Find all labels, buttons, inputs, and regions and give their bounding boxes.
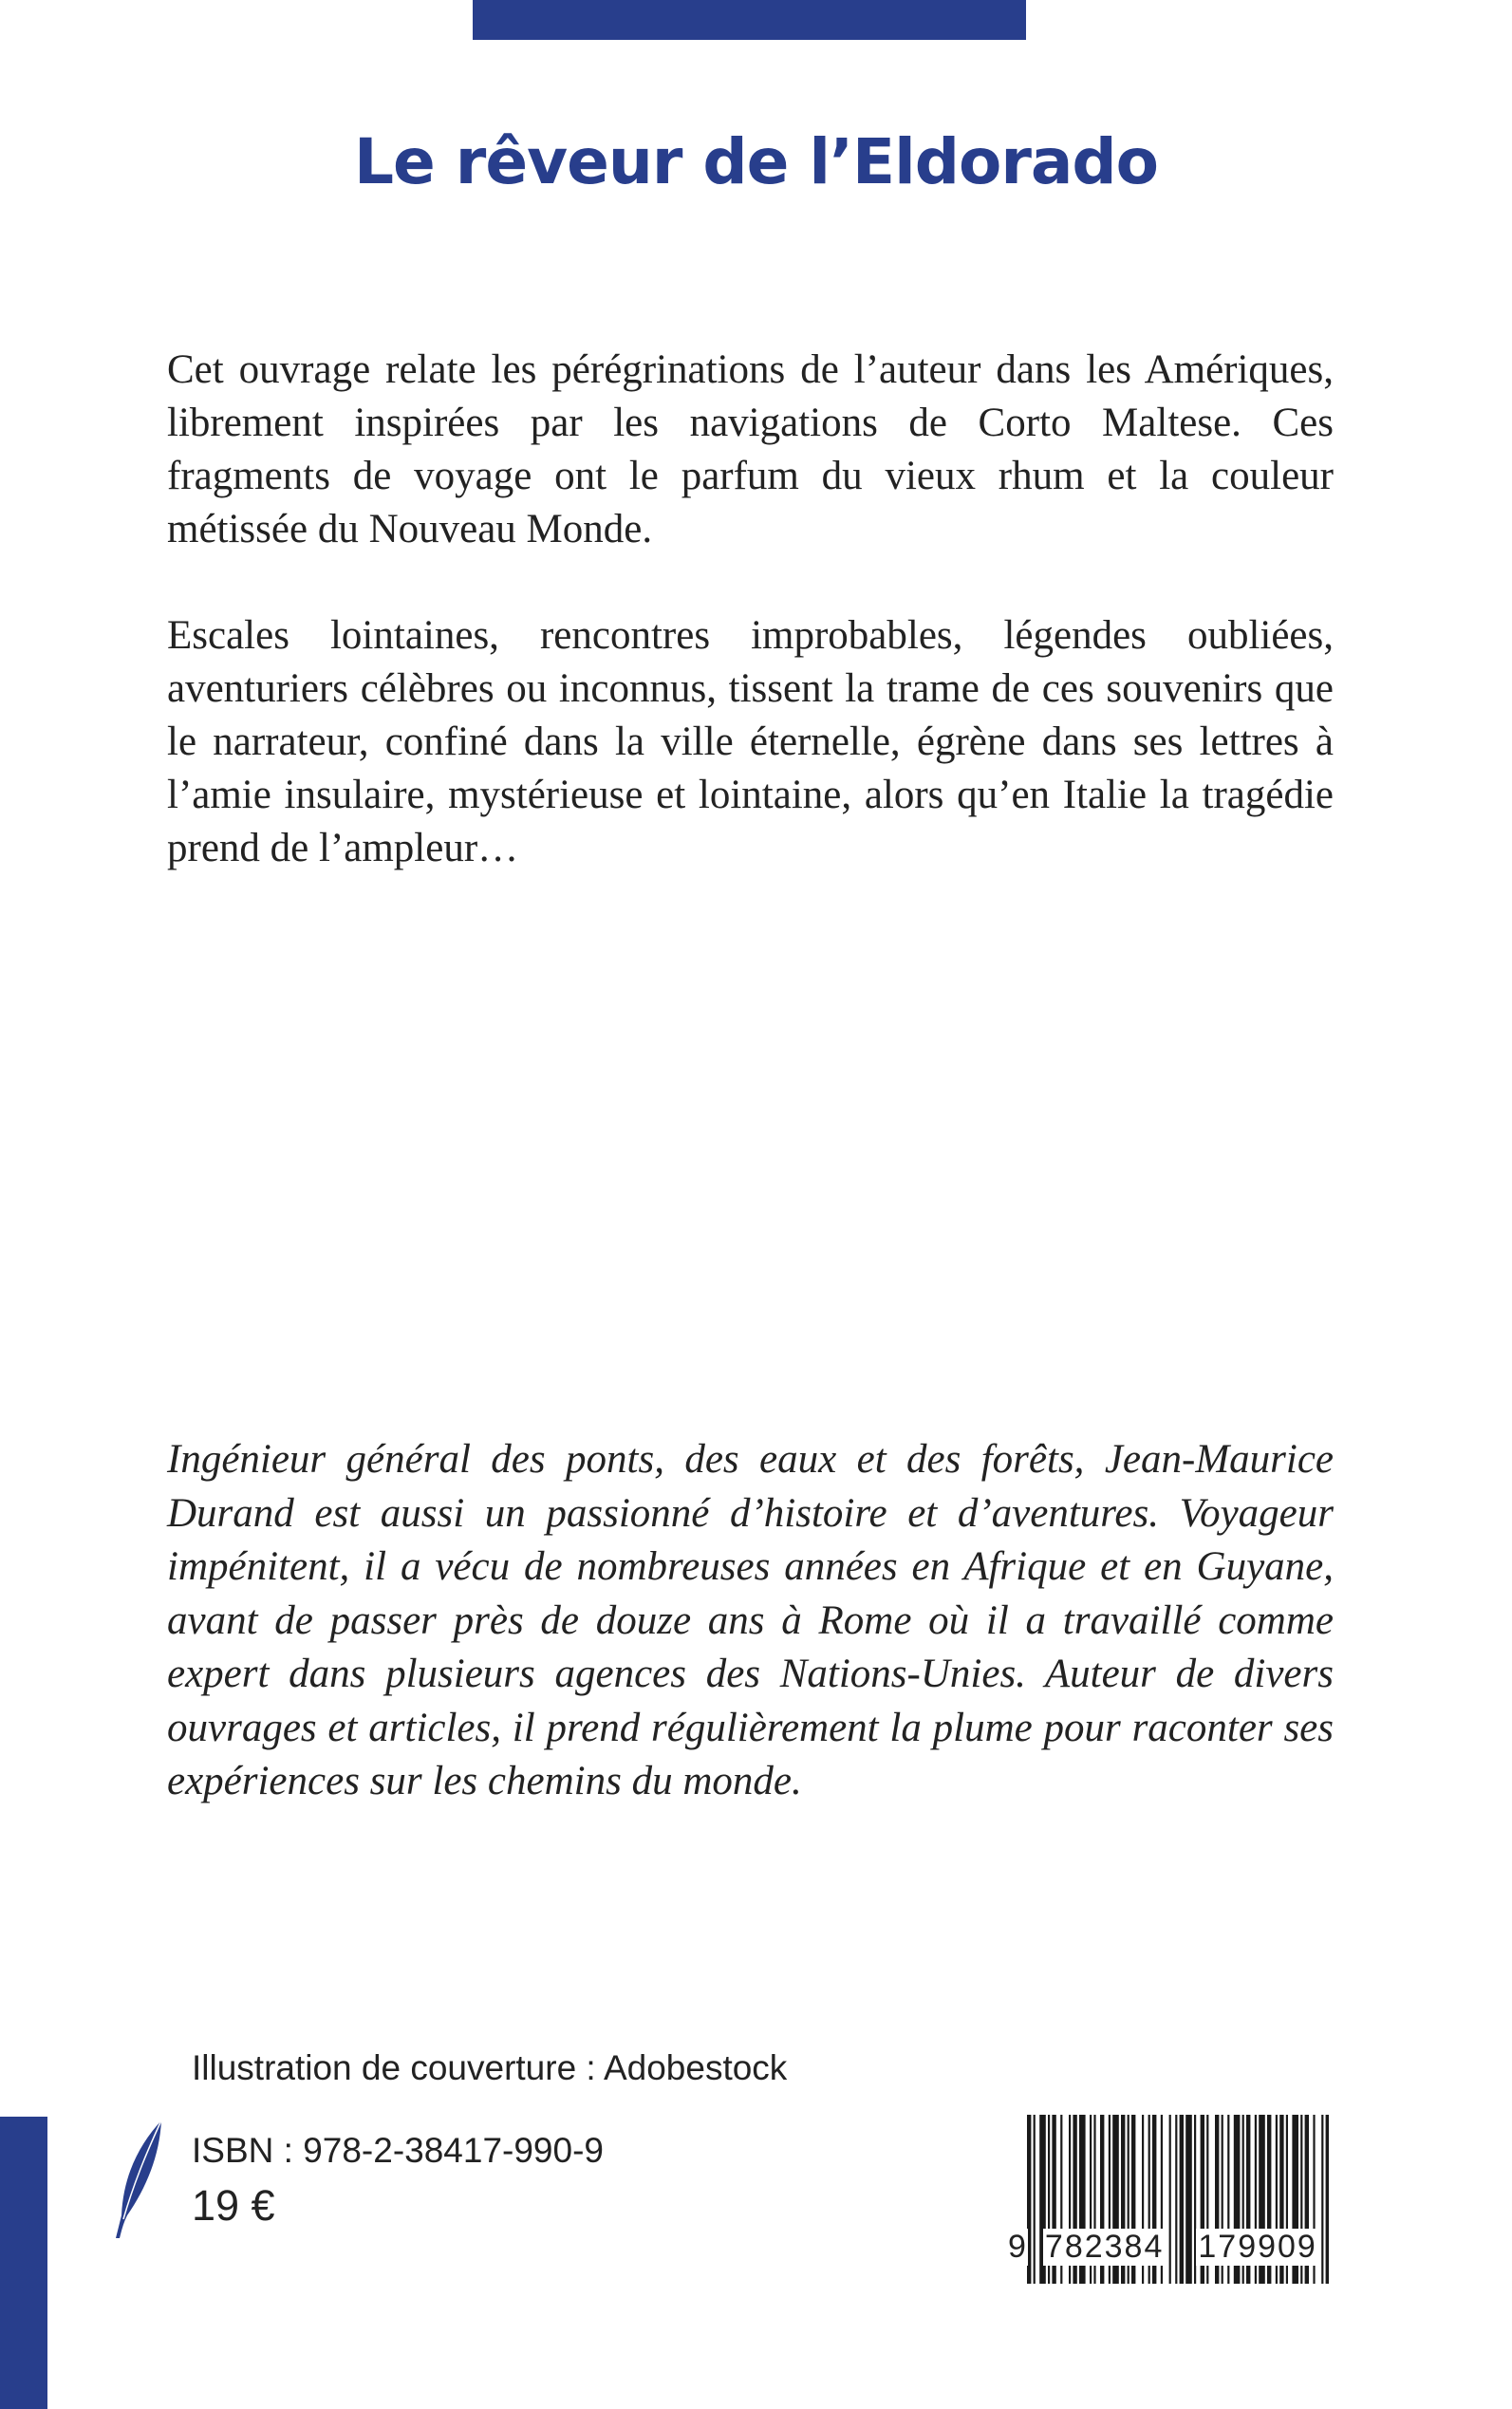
side-color-band [0,2117,47,2409]
feather-icon [112,2117,169,2240]
synopsis-paragraph: Cet ouvrage relate les pérégrinations de l’auteur dans les Amériques, librement inspirées par les navigations de Corto Maltese. Ces fragments de voyage ont le parfum du vieux rhum et la couleur métissée du Nouveau Monde. [167,347,1334,551]
isbn: ISBN : 978-2-38417-990-9 [192,2131,604,2170]
barcode-group-1: 782384 [1044,2229,1165,2265]
top-color-band [473,0,1026,40]
price: 19 € [192,2181,275,2230]
author-bio: Ingénieur général des ponts, des eaux et des forêts, Jean-Maurice Durand est aussi un passionné d’histoire et d’aventures. Voyageur impénitent, il a vécu de nombreuses années en Afrique et en Guyane, avant de passer près de douze ans à Rome où il a travaillé comme expert dans plusieurs agences des Nations-Unies. Auteur de divers ouvrages et articles, il prend régulièrement la plume pour raconter ses expériences sur les chemins du monde. [167,1437,1334,1803]
synopsis-paragraph: Escales lointaines, rencontres improbables, légendes oubliées, aventuriers célèbres ou inconnus, tissent la trame de ces souvenirs que le narrateur, confiné dans la ville éternelle, égrène dans ses lettres à l’amie insulaire, mystérieuse et lointaine, alors qu’en Italie la tragédie prend de l’ampleur… [167,613,1334,870]
barcode-number [1006,2229,1338,2266]
synopsis [167,344,1334,928]
illustration-credit: Illustration de couverture : Adobestock [192,2048,788,2087]
barcode-group-2: 179909 [1198,2229,1317,2265]
barcode-lead-digit: 9 [1008,2229,1026,2265]
book-title: Le rêveur de l’Eldorado [353,125,1159,198]
